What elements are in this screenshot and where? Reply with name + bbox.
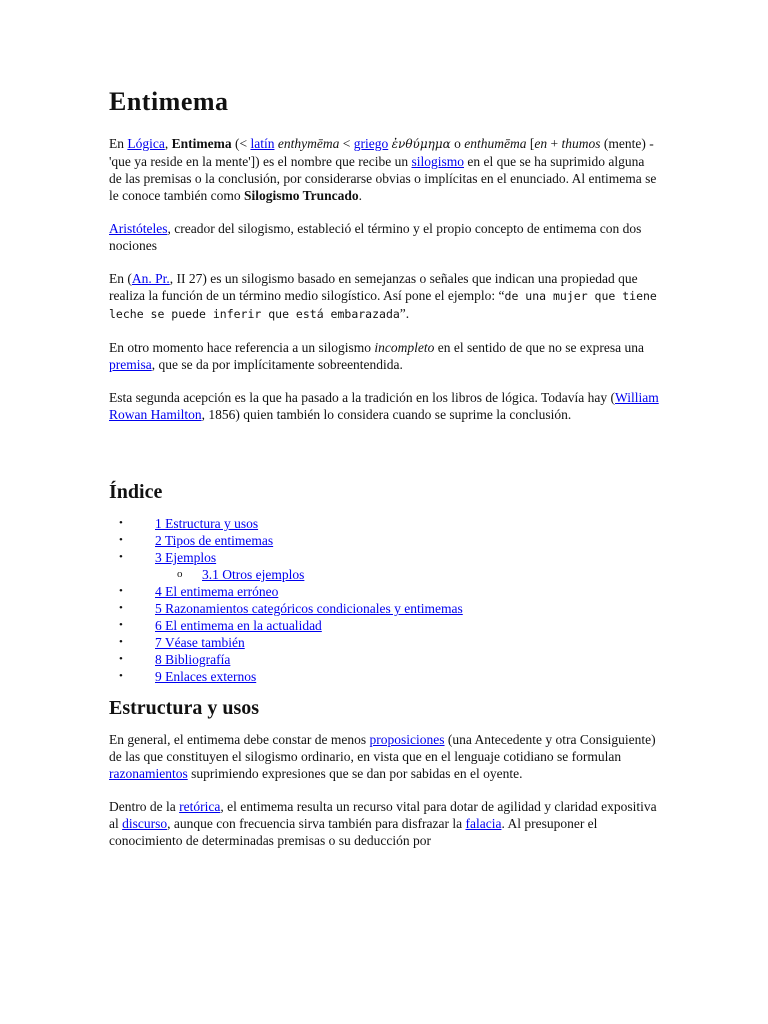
link-aristoteles[interactable]: Aristóteles: [109, 221, 168, 236]
term-incompleto: incompleto: [374, 340, 435, 355]
link-silogismo[interactable]: silogismo: [411, 154, 464, 169]
link-hamilton[interactable]: William Rowan Hamilton: [109, 390, 659, 422]
link-razonamientos[interactable]: razonamientos: [109, 766, 188, 781]
toc-item: [109, 634, 659, 651]
paragraph-text: En (: [109, 271, 132, 286]
paragraph-text: , creador del silogismo, estableció el término y el propio concepto de entimema con dos nociones: [109, 221, 642, 253]
toc-link-erroneo[interactable]: 4 El entimema erróneo: [155, 584, 279, 599]
paragraph-text: , II 27) es un silogismo basado en semejanzas o señales que indican una propiedad que realiza la función de un término medio silogístico. Así pone el ejemplo: “: [109, 271, 638, 303]
table-of-contents: [109, 515, 659, 685]
intro-text: (mente) - 'que ya reside en la mente']) es el nombre que recibe un: [109, 136, 654, 169]
term-entimema: Entimema: [171, 136, 232, 151]
bullet-icon: •: [119, 670, 123, 682]
paragraph-text: . Al presuponer el conocimiento de determinadas premisas o su deducción por: [109, 816, 598, 848]
toc-item: [109, 668, 659, 685]
paragraph-text: , que se da por implícitamente sobreentendida.: [151, 357, 403, 372]
bullet-icon: •: [119, 602, 123, 614]
example-quote: de una mujer que tiene leche se puede inferir que está embarazada: [109, 289, 657, 321]
paragraph-text: , 1856) quien también lo considera cuando se suprime la conclusión.: [201, 407, 572, 422]
toc-item: [109, 583, 659, 600]
toc-heading: Índice: [109, 481, 163, 503]
retorica-paragraph: [109, 798, 659, 849]
toc-link-razonamientos[interactable]: 5 Razonamientos categóricos condicionales y entimemas: [155, 601, 463, 616]
intro-text: .: [358, 188, 362, 203]
intro-paragraph: [109, 135, 659, 204]
transliteration: enthumēma: [464, 136, 527, 151]
circle-bullet-icon: o: [177, 568, 183, 580]
paragraph-text: (una Antecedente y otra Consiguiente) de las que constituyen el silogismo ordinario, en vista que en el lenguaje cotidiano se formulan: [109, 732, 656, 764]
bullet-icon: •: [119, 585, 123, 597]
paragraph-text: en el sentido de que no se expresa una: [434, 340, 644, 355]
link-proposiciones[interactable]: proposiciones: [369, 732, 445, 747]
bullet-icon: •: [119, 653, 123, 665]
toc-link-actualidad[interactable]: 6 El entimema en la actualidad: [155, 618, 322, 633]
estructura-paragraph: [109, 731, 659, 782]
toc-item: [109, 515, 659, 532]
link-logica[interactable]: Lógica: [127, 136, 165, 151]
paragraph-text: En otro momento hace referencia a un silogismo: [109, 340, 375, 355]
paragraph-text: Dentro de la: [109, 799, 180, 814]
link-an-pr[interactable]: An. Pr.: [131, 271, 170, 286]
paragraph-text: suprimiendo expresiones que se dan por sabidas en el oyente.: [187, 766, 523, 781]
toc-item: [109, 549, 659, 566]
toc-link-enlaces[interactable]: 9 Enlaces externos: [155, 669, 257, 684]
toc-subitem: [109, 566, 659, 583]
section-spacer: [109, 439, 659, 479]
intro-text: o: [450, 136, 465, 151]
link-falacia[interactable]: falacia: [465, 816, 502, 831]
intro-text: ,: [164, 136, 172, 151]
link-latin[interactable]: latín: [250, 136, 275, 151]
paragraph-text: Esta segunda acepción es la que ha pasado a la tradición en los libros de lógica. Todavía hay (: [109, 390, 616, 405]
bullet-icon: •: [119, 636, 123, 648]
aristoteles-paragraph: [109, 220, 659, 254]
paragraph-text: En general, el entimema debe constar de menos: [109, 732, 370, 747]
paragraph-text: , aunque con frecuencia sirva también para disfrazar la: [167, 816, 466, 831]
paragraph-text: , el entimema resulta un recurso vital para dotar de agilidad y claridad expositiva al: [109, 799, 657, 831]
toc-link-ejemplos[interactable]: 3 Ejemplos: [155, 550, 217, 565]
section-heading-estructura: Estructura y usos: [109, 697, 260, 719]
word-en: en: [534, 136, 548, 151]
intro-text: [: [526, 136, 535, 151]
page-title: Entimema: [109, 87, 229, 116]
toc-link-vease[interactable]: 7 Véase también: [155, 635, 245, 650]
toc-item: [109, 617, 659, 634]
an-pr-paragraph: [109, 270, 659, 323]
greek-word: ἐνθύμημα: [391, 137, 451, 151]
intro-text: en el que se ha suprimido alguna de las premisas o la conclusión, por considerarse obvias o implícitas en el enunciado. Al entimema se le conoce también como: [109, 154, 657, 203]
article: [109, 86, 659, 865]
intro-text: <: [339, 136, 354, 151]
hamilton-paragraph: [109, 389, 659, 423]
intro-text: En: [109, 136, 128, 151]
toc-link-otros-ejemplos[interactable]: 3.1 Otros ejemplos: [202, 567, 305, 582]
toc-link-bibliografia[interactable]: 8 Bibliografía: [155, 652, 231, 667]
link-discurso[interactable]: discurso: [122, 816, 168, 831]
incompleto-paragraph: [109, 339, 659, 373]
paragraph-text: ”.: [399, 306, 410, 321]
bullet-icon: •: [119, 551, 123, 563]
intro-text: +: [547, 136, 562, 151]
term-silogismo-truncado: Silogismo Truncado: [243, 188, 359, 203]
toc-link-estructura[interactable]: 1 Estructura y usos: [155, 516, 259, 531]
word-thumos: thumos: [561, 136, 601, 151]
bullet-icon: •: [119, 619, 123, 631]
link-premisa[interactable]: premisa: [109, 357, 152, 372]
toc-item: [109, 600, 659, 617]
toc-item: [109, 532, 659, 549]
bullet-icon: •: [119, 517, 123, 529]
link-griego[interactable]: griego: [353, 136, 389, 151]
link-retorica[interactable]: retórica: [179, 799, 221, 814]
latin-word: enthymēma: [277, 136, 340, 151]
intro-text: (<: [231, 136, 251, 151]
toc-item: [109, 651, 659, 668]
toc-link-tipos[interactable]: 2 Tipos de entimemas: [155, 533, 274, 548]
bullet-icon: •: [119, 534, 123, 546]
